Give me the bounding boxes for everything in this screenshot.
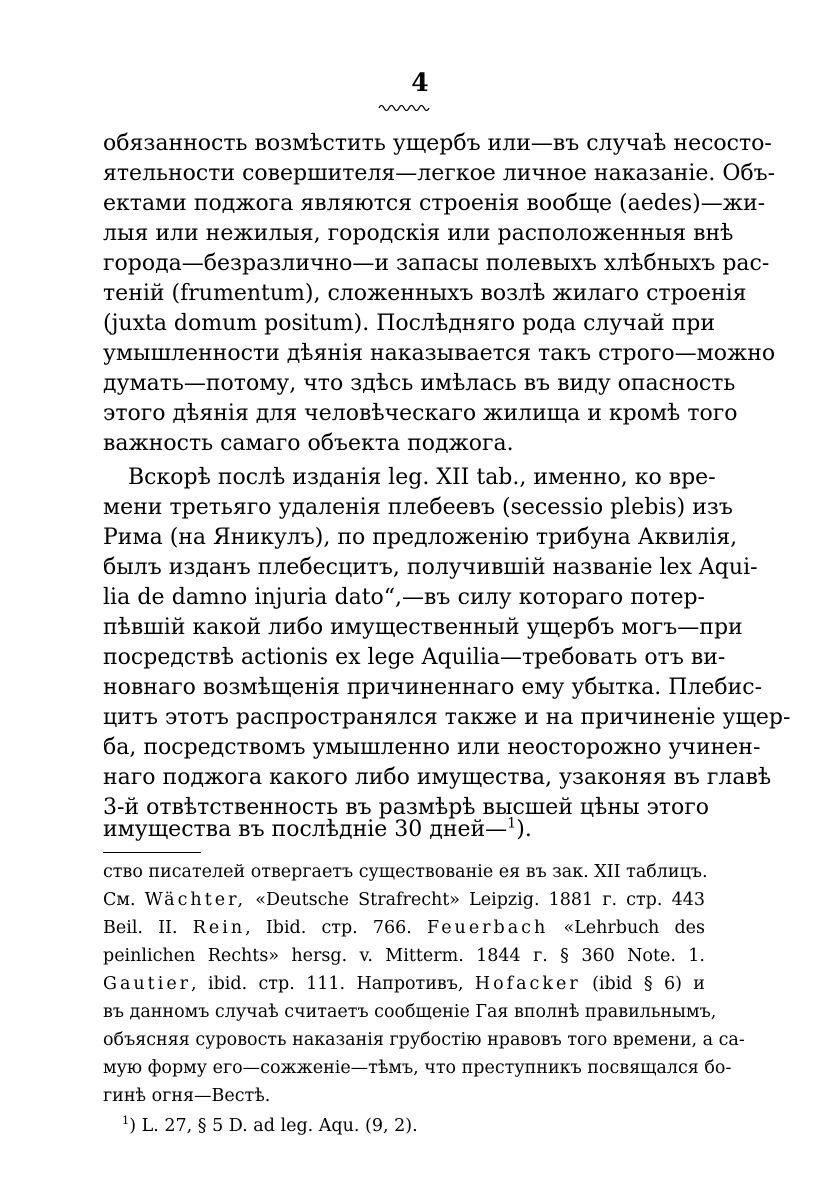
- footnote-line: peinlichen Rechts» hersg. v. Mitterm. 1844 г. § 360 Note. 1.: [103, 946, 705, 966]
- text-line: ба, посредствомъ умышленно или неосторожно учинен-: [103, 735, 761, 760]
- text-line: наго поджога какого либо имущества, узаконяя въ главѣ: [103, 765, 772, 790]
- text-line: 3-й отвѣтственность въ размѣрѣ высшей цѣны этого: [103, 795, 709, 820]
- text-line-last: [103, 813, 705, 847]
- text-line: новнаго возмѣщенія причиненнаго ему убытка. Плебис-: [103, 675, 763, 700]
- footnote-line: См. Wächter, «Deutsche Strafrecht» Leipzig. 1881 г. стр. 443: [103, 890, 705, 910]
- text-line: умышленности дѣянія наказывается такъ строго—можно: [103, 341, 776, 366]
- footnote-line: мую форму его—сожженіе—тѣмъ, что преступникъ посвящался бо-: [103, 1058, 732, 1078]
- footnote-ref: 1: [507, 815, 517, 832]
- footnote-line: Beil. II. Rein, Ibid. стр. 766. Feuerbach «Lehrbuch des: [103, 918, 705, 938]
- text-line: города—безразлично—и запасы полевыхъ хлѣбныхъ рас-: [103, 251, 770, 276]
- text-line: лыя или нежилыя, городскія или расположенныя внѣ: [103, 221, 734, 246]
- text-line: (juxta domum positum). Послѣдняго рода случай при: [103, 311, 716, 336]
- text-line: посредствѣ actionis ex lege Aquilia—требовать отъ ви-: [103, 645, 726, 670]
- page-number: 4: [411, 68, 429, 97]
- footnote-line: объясняя суровость наказанія грубостію нравовъ того времени, а са-: [103, 1030, 745, 1050]
- text-line: этого дѣянія для человѣческаго жилища и кромѣ того: [103, 401, 738, 426]
- text-line: былъ изданъ плебесцитъ, получившій названіе lex Aqui-: [103, 555, 758, 580]
- footnote-line: гинѣ огня—Вестѣ.: [103, 1086, 271, 1106]
- text-line: думать—потому, что здѣсь имѣлась въ виду опасность: [103, 371, 736, 396]
- footnote-line: Gautier, ibid. стр. 111. Напротивъ, Hofacker (ibid § 6) и: [103, 974, 705, 994]
- text-segment: имущества въ послѣдніе 30 дней—: [103, 817, 508, 842]
- author-name: Wächter,: [144, 890, 247, 910]
- footnote-line: въ данномъ случаѣ считаетъ сообщеніе Гая вполнѣ правильнымъ,: [103, 1002, 717, 1022]
- text-line: ектами поджога являются строенія вообще (aedes)—жи-: [103, 191, 766, 216]
- wavy-ornament-icon: [378, 102, 430, 112]
- text-line: обязанность возмѣстить ущербъ или—въ случаѣ несосто-: [103, 131, 772, 156]
- text-line: ятельности совершителя—легкое личное наказаніе. Объ-: [103, 161, 776, 186]
- text-segment: ).: [516, 817, 532, 842]
- text-line: Рима (на Яникулъ), по предложенію трибуна Аквилія,: [103, 525, 738, 550]
- footnote-marker: 1: [122, 1113, 130, 1128]
- text-line: lia de damno injuria dato“,—въ силу котораго потер-: [103, 585, 705, 610]
- footnote-divider: [103, 852, 201, 853]
- author-name: Rein: [192, 918, 246, 938]
- author-name: Gautier: [103, 974, 192, 994]
- footnote-1: $^1$) L. 27, § 5 D. ad leg. Aqu. (9, 2).: [122, 1113, 418, 1136]
- text-line: цитъ этотъ распространялся также и на причиненіе ущер-: [103, 705, 791, 730]
- text-line: теній (frumentum), сложенныхъ возлѣ жилаго строенія: [103, 281, 747, 306]
- text-line: пѣвшій какой либо имущественный ущербъ могъ—при: [103, 615, 743, 640]
- text-line: Вскорѣ послѣ изданія leg. XII tab., именно, ко вре-: [128, 465, 716, 490]
- author-name: Feuerbach: [427, 918, 549, 938]
- author-name: Hofacker: [474, 974, 581, 994]
- text-line: мени третьяго удаленія плебеевъ (secessio plebis) изъ: [103, 495, 733, 520]
- footnote-line: ство писателей отвергаетъ существованіе ея въ зак. XII таблицъ.: [103, 862, 708, 882]
- text-line: важность самаго объекта поджога.: [103, 431, 514, 456]
